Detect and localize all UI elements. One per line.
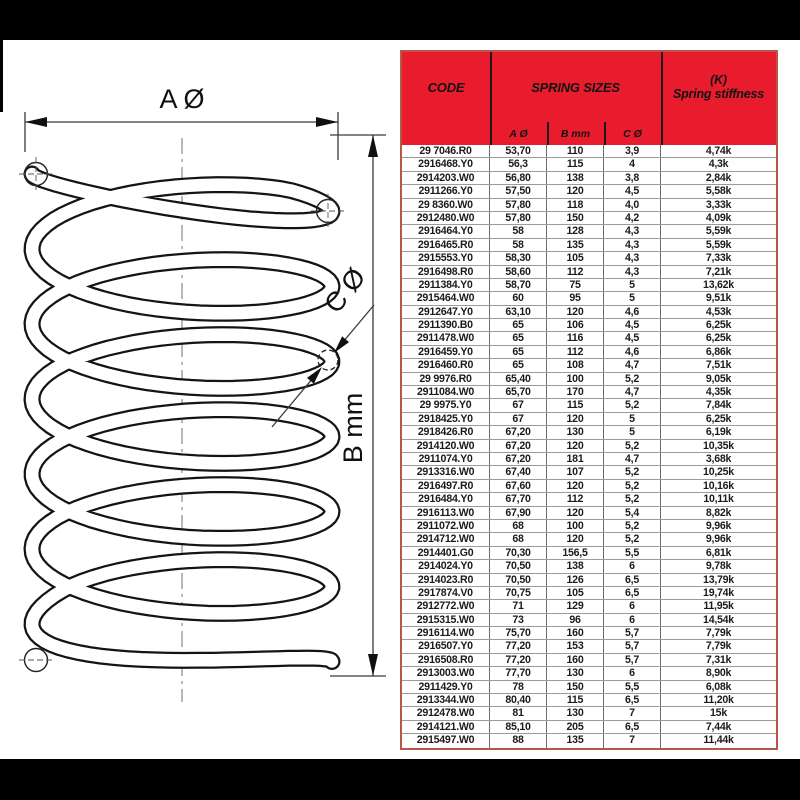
cell-code: 2913003.W0: [402, 667, 490, 679]
table-row: [402, 453, 776, 466]
cell-stiffness: 9,96k: [705, 533, 732, 546]
table-row: [402, 185, 776, 198]
table-row: [402, 640, 776, 653]
table-row: [402, 199, 776, 212]
cell-b-length: 120: [547, 480, 604, 492]
cell-c-diameter: 5,2: [604, 520, 661, 532]
cell-a-diameter: 80,40: [490, 694, 547, 706]
cell-a-diameter: 70,50: [490, 574, 547, 586]
table-row: [402, 386, 776, 399]
cell-code: 2911390.B0: [402, 319, 490, 331]
cell-c-diameter: 4,6: [604, 306, 661, 318]
cell-code: 2916468.Y0: [402, 158, 490, 170]
table-row: [402, 614, 776, 627]
cell-c-diameter: 5,5: [604, 681, 661, 693]
cell-code: 2912478.W0: [402, 707, 490, 719]
cell-code: 2911478.W0: [402, 332, 490, 344]
table-row: [402, 466, 776, 479]
table-row: [402, 560, 776, 573]
cell-stiffness: 6,25k: [705, 412, 732, 425]
dim-a-label: A Ø: [159, 84, 205, 114]
cell-a-diameter: 53,70: [490, 145, 547, 157]
subheader-a: A Ø: [509, 127, 528, 140]
cell-b-length: 112: [547, 346, 604, 358]
cell-code: 29 9976.R0: [402, 373, 490, 385]
cell-a-diameter: 70,50: [490, 560, 547, 572]
cell-a-diameter: 73: [490, 614, 547, 626]
cell-c-diameter: 3,9: [604, 145, 661, 157]
cell-stiffness: 9,51k: [705, 292, 732, 305]
dim-a-arrow-right: [316, 117, 338, 127]
cell-b-length: 138: [547, 172, 604, 184]
cell-b-length: 120: [547, 306, 604, 318]
cell-c-diameter: 5: [604, 413, 661, 425]
cell-c-diameter: 5,7: [604, 627, 661, 639]
cell-c-diameter: 6,5: [604, 574, 661, 586]
cell-c-diameter: 4,3: [604, 239, 661, 251]
cell-c-diameter: 5,7: [604, 640, 661, 652]
cell-c-diameter: 4,0: [604, 199, 661, 211]
cell-a-diameter: 75,70: [490, 627, 547, 639]
cell-code: 2911266.Y0: [402, 185, 490, 197]
table-row: [402, 399, 776, 412]
cell-a-diameter: 85,10: [490, 721, 547, 733]
cell-a-diameter: 70,75: [490, 587, 547, 599]
cell-b-length: 160: [547, 654, 604, 666]
cell-b-length: 106: [547, 319, 604, 331]
cell-a-diameter: 56,80: [490, 172, 547, 184]
cell-b-length: 205: [547, 721, 604, 733]
cell-c-diameter: 3,8: [604, 172, 661, 184]
cell-c-diameter: 7: [604, 707, 661, 719]
cell-stiffness: 6,25k: [705, 319, 732, 332]
cell-code: 2914024.Y0: [402, 560, 490, 572]
table-row: [402, 292, 776, 305]
cell-a-diameter: 56,3: [490, 158, 547, 170]
cell-a-diameter: 65,40: [490, 373, 547, 385]
table-row: [402, 707, 776, 720]
cell-stiffness: 13,62k: [703, 278, 734, 291]
cell-c-diameter: 6,5: [604, 587, 661, 599]
cell-c-diameter: 4,2: [604, 212, 661, 224]
subheader-divider-1: [547, 122, 549, 145]
table-row: [402, 694, 776, 707]
cell-c-diameter: 4,7: [604, 386, 661, 398]
cell-b-length: 156,5: [547, 547, 604, 559]
spring-table: [400, 50, 778, 750]
cell-code: 2916497.R0: [402, 480, 490, 492]
table-row: [402, 359, 776, 372]
cell-code: 2911072.W0: [402, 520, 490, 532]
cell-c-diameter: 4,3: [604, 266, 661, 278]
cell-b-length: 153: [547, 640, 604, 652]
cell-c-diameter: 5,2: [604, 493, 661, 505]
cell-a-diameter: 57,50: [490, 185, 547, 197]
cell-b-length: 112: [547, 493, 604, 505]
cell-b-length: 116: [547, 332, 604, 344]
cell-c-diameter: 5,2: [604, 533, 661, 545]
cell-code: 2916508.R0: [402, 654, 490, 666]
cell-a-diameter: 67,20: [490, 453, 547, 465]
dim-c-label: C Ø: [318, 262, 372, 319]
cell-b-length: 120: [547, 533, 604, 545]
table-row: [402, 172, 776, 185]
cell-b-length: 100: [547, 520, 604, 532]
cell-stiffness: 9,96k: [705, 519, 732, 532]
cell-stiffness: 7,84k: [705, 399, 732, 412]
cell-code: 2913316.W0: [402, 466, 490, 478]
cell-a-diameter: 70,30: [490, 547, 547, 559]
cell-stiffness: 8,90k: [705, 667, 732, 680]
cell-a-diameter: 67,40: [490, 466, 547, 478]
cell-b-length: 75: [547, 279, 604, 291]
cell-b-length: 128: [547, 225, 604, 237]
table-row: [402, 667, 776, 680]
cell-b-length: 112: [547, 266, 604, 278]
cell-stiffness: 7,31k: [705, 653, 732, 666]
table-row: [402, 587, 776, 600]
cell-stiffness: 7,21k: [705, 265, 732, 278]
cell-stiffness: 5,59k: [705, 225, 732, 238]
cell-a-diameter: 77,20: [490, 654, 547, 666]
cell-b-length: 96: [547, 614, 604, 626]
cell-c-diameter: 5,2: [604, 466, 661, 478]
cell-a-diameter: 65: [490, 319, 547, 331]
cell-stiffness: 2,84k: [705, 171, 732, 184]
cell-c-diameter: 6: [604, 667, 661, 679]
cell-b-length: 95: [547, 292, 604, 304]
cell-b-length: 130: [547, 426, 604, 438]
dim-b-arrow-bottom: [368, 654, 378, 676]
table-row: [402, 440, 776, 453]
table-row: [402, 627, 776, 640]
table-row: [402, 279, 776, 292]
cell-b-length: 100: [547, 373, 604, 385]
table-row: [402, 373, 776, 386]
cell-a-diameter: 67,70: [490, 493, 547, 505]
cell-a-diameter: 58: [490, 239, 547, 251]
cell-stiffness: 14,54k: [703, 613, 734, 626]
cell-stiffness: 3,68k: [705, 452, 732, 465]
cell-c-diameter: 4,5: [604, 185, 661, 197]
table-row: [402, 239, 776, 252]
bottom-letterbox-bar: [0, 759, 800, 800]
cell-b-length: 110: [547, 145, 604, 157]
cell-code: 2914401.G0: [402, 547, 490, 559]
cell-b-length: 120: [547, 507, 604, 519]
header-code: CODE: [427, 79, 465, 95]
cell-code: 2916465.R0: [402, 239, 490, 251]
cell-a-diameter: 57,80: [490, 199, 547, 211]
cell-stiffness: 6,81k: [705, 546, 732, 559]
cell-b-length: 115: [547, 158, 604, 170]
cell-b-length: 150: [547, 212, 604, 224]
table-row: [402, 225, 776, 238]
cell-a-diameter: 65,70: [490, 386, 547, 398]
cell-c-diameter: 4,3: [604, 252, 661, 264]
cell-b-length: 170: [547, 386, 604, 398]
table-row: [402, 212, 776, 225]
cell-c-diameter: 5: [604, 426, 661, 438]
cell-stiffness: 11,44k: [703, 734, 734, 747]
table-row: [402, 332, 776, 345]
table-row: [402, 734, 776, 747]
dim-b-label: B mm: [338, 392, 368, 464]
cell-c-diameter: 5: [604, 279, 661, 291]
cell-b-length: 120: [547, 413, 604, 425]
table-row: [402, 306, 776, 319]
cell-code: 29 8360.W0: [402, 199, 490, 211]
cell-stiffness: 7,33k: [705, 252, 732, 265]
cell-c-diameter: 5,5: [604, 547, 661, 559]
cell-code: 2916498.R0: [402, 266, 490, 278]
cell-b-length: 108: [547, 359, 604, 371]
subheader-c: C Ø: [623, 127, 642, 140]
cell-code: 2911384.Y0: [402, 279, 490, 291]
cell-stiffness: 19,74k: [703, 586, 734, 599]
cell-b-length: 160: [547, 627, 604, 639]
cell-stiffness: 4,74k: [705, 145, 732, 157]
cell-a-diameter: 58: [490, 225, 547, 237]
cell-b-length: 115: [547, 694, 604, 706]
cell-code: 2912647.Y0: [402, 306, 490, 318]
cell-b-length: 130: [547, 667, 604, 679]
cell-c-diameter: 5,2: [604, 440, 661, 452]
cell-code: 2915497.W0: [402, 734, 490, 747]
cell-b-length: 118: [547, 199, 604, 211]
cell-stiffness: 11,20k: [703, 694, 734, 707]
cell-code: 29 7046.R0: [402, 145, 490, 157]
cell-a-diameter: 58,70: [490, 279, 547, 291]
cell-c-diameter: 4,7: [604, 453, 661, 465]
cell-code: 2918425.Y0: [402, 413, 490, 425]
cell-a-diameter: 67,60: [490, 480, 547, 492]
cell-code: 2914203.W0: [402, 172, 490, 184]
table-row: [402, 426, 776, 439]
cell-a-diameter: 67: [490, 413, 547, 425]
cell-code: 2912480.W0: [402, 212, 490, 224]
table-row: [402, 507, 776, 520]
cell-a-diameter: 68: [490, 533, 547, 545]
table-row: [402, 547, 776, 560]
cell-c-diameter: 4,3: [604, 225, 661, 237]
cell-stiffness: 3,33k: [705, 198, 732, 211]
cell-a-diameter: 67,90: [490, 507, 547, 519]
cell-b-length: 138: [547, 560, 604, 572]
cell-code: 2914121.W0: [402, 721, 490, 733]
cell-stiffness: 13,79k: [703, 573, 734, 586]
cell-c-diameter: 5,2: [604, 373, 661, 385]
table-row: [402, 158, 776, 171]
table-body: [402, 145, 776, 748]
cell-c-diameter: 4: [604, 158, 661, 170]
cell-stiffness: 6,08k: [705, 680, 732, 693]
cell-code: 2914023.R0: [402, 574, 490, 586]
header-stiffness: [661, 73, 776, 102]
cell-a-diameter: 71: [490, 600, 547, 612]
cell-code: 2917874.V0: [402, 587, 490, 599]
header-divider-2: [661, 52, 663, 145]
cell-stiffness: 4,35k: [705, 386, 732, 399]
cell-stiffness: 11,95k: [703, 600, 734, 613]
cell-stiffness: 7,79k: [705, 627, 732, 640]
cell-code: 2916460.R0: [402, 359, 490, 371]
cell-a-diameter: 81: [490, 707, 547, 719]
table-row: [402, 654, 776, 667]
top-letterbox-bar: [0, 0, 800, 40]
cell-code: 2916464.Y0: [402, 225, 490, 237]
cell-c-diameter: 6: [604, 600, 661, 612]
cell-a-diameter: 67,20: [490, 426, 547, 438]
cell-b-length: 126: [547, 574, 604, 586]
cell-a-diameter: 88: [490, 734, 547, 747]
dim-b-arrow-top: [368, 135, 378, 157]
cell-code: 2916484.Y0: [402, 493, 490, 505]
cell-stiffness: 9,05k: [705, 372, 732, 385]
cell-b-length: 150: [547, 681, 604, 693]
cell-code: 2916114.W0: [402, 627, 490, 639]
cell-stiffness: 10,11k: [703, 493, 734, 506]
cell-code: 2915464.W0: [402, 292, 490, 304]
cell-b-length: 135: [547, 239, 604, 251]
cell-a-diameter: 65: [490, 346, 547, 358]
cell-c-diameter: 5,7: [604, 654, 661, 666]
table-row: [402, 413, 776, 426]
cell-b-length: 120: [547, 185, 604, 197]
cell-a-diameter: 57,80: [490, 212, 547, 224]
subheader-divider-2: [604, 122, 606, 145]
header-stiffness-line1: (K): [710, 72, 727, 87]
cell-code: 2916459.Y0: [402, 346, 490, 358]
cell-b-length: 105: [547, 252, 604, 264]
cell-a-diameter: 60: [490, 292, 547, 304]
cell-a-diameter: 67,20: [490, 440, 547, 452]
cell-a-diameter: 77,70: [490, 667, 547, 679]
cell-code: 2915553.Y0: [402, 252, 490, 264]
cell-a-diameter: 78: [490, 681, 547, 693]
cell-c-diameter: 5,4: [604, 507, 661, 519]
table-row: [402, 252, 776, 265]
header-divider-1: [490, 52, 492, 145]
table-row: [402, 266, 776, 279]
cell-code: 2914712.W0: [402, 533, 490, 545]
table-row: [402, 319, 776, 332]
header-stiffness-line2: Spring stiffness: [672, 87, 765, 101]
spring-diagram: [0, 40, 400, 759]
cell-c-diameter: 6: [604, 614, 661, 626]
cell-b-length: 107: [547, 466, 604, 478]
cell-b-length: 130: [547, 707, 604, 719]
dim-a-arrow-left: [25, 117, 47, 127]
cell-code: 2911074.Y0: [402, 453, 490, 465]
table-row: [402, 493, 776, 506]
cell-stiffness: 15k: [710, 707, 727, 720]
cell-code: 2914120.W0: [402, 440, 490, 452]
cell-code: 2918426.R0: [402, 426, 490, 438]
cell-code: 2915315.W0: [402, 614, 490, 626]
table-row: [402, 721, 776, 734]
table-row: [402, 574, 776, 587]
cell-a-diameter: 58,30: [490, 252, 547, 264]
cell-c-diameter: 7: [604, 734, 661, 747]
cell-stiffness: 4,53k: [705, 305, 732, 318]
cell-stiffness: 6,86k: [705, 345, 732, 358]
cell-b-length: 181: [547, 453, 604, 465]
cell-code: 29 9975.Y0: [402, 399, 490, 411]
cell-c-diameter: 6: [604, 560, 661, 572]
cell-stiffness: 4,09k: [705, 211, 732, 224]
cell-code: 2916507.Y0: [402, 640, 490, 652]
cell-c-diameter: 6,5: [604, 721, 661, 733]
cell-b-length: 135: [547, 734, 604, 747]
cell-a-diameter: 68: [490, 520, 547, 532]
cell-b-length: 115: [547, 399, 604, 411]
cell-code: 2916113.W0: [402, 507, 490, 519]
table-row: [402, 533, 776, 546]
cell-c-diameter: 4,5: [604, 332, 661, 344]
cell-stiffness: 6,19k: [705, 426, 732, 439]
cell-c-diameter: 4,5: [604, 319, 661, 331]
cell-a-diameter: 58,60: [490, 266, 547, 278]
cell-b-length: 120: [547, 440, 604, 452]
cell-stiffness: 7,79k: [705, 640, 732, 653]
cell-code: 2911429.Y0: [402, 681, 490, 693]
cell-a-diameter: 67: [490, 399, 547, 411]
cell-a-diameter: 65: [490, 359, 547, 371]
cell-stiffness: 10,16k: [703, 479, 734, 492]
cell-stiffness: 7,51k: [705, 359, 732, 372]
table-header: [402, 52, 776, 145]
cell-stiffness: 10,35k: [703, 439, 734, 452]
cell-c-diameter: 6,5: [604, 694, 661, 706]
cell-c-diameter: 4,7: [604, 359, 661, 371]
cell-stiffness: 6,25k: [705, 332, 732, 345]
cell-c-diameter: 5,2: [604, 399, 661, 411]
table-row: [402, 346, 776, 359]
header-spring-sizes: SPRING SIZES: [531, 79, 620, 95]
cell-b-length: 129: [547, 600, 604, 612]
table-row: [402, 145, 776, 158]
cell-c-diameter: 5: [604, 292, 661, 304]
cell-c-diameter: 5,2: [604, 480, 661, 492]
cell-code: 2912772.W0: [402, 600, 490, 612]
cell-a-diameter: 63,10: [490, 306, 547, 318]
table-row: [402, 480, 776, 493]
cell-c-diameter: 4,6: [604, 346, 661, 358]
cell-stiffness: 7,44k: [705, 720, 732, 733]
table-row: [402, 681, 776, 694]
cell-a-diameter: 77,20: [490, 640, 547, 652]
cell-stiffness: 5,59k: [705, 238, 732, 251]
table-row: [402, 520, 776, 533]
cell-b-length: 105: [547, 587, 604, 599]
cell-stiffness: 4,3k: [708, 158, 729, 171]
table-row: [402, 600, 776, 613]
cell-stiffness: 5,58k: [705, 185, 732, 198]
cell-code: 2911084.W0: [402, 386, 490, 398]
cell-stiffness: 8,82k: [705, 506, 732, 519]
cell-stiffness: 9,78k: [705, 560, 732, 573]
subheader-b: B mm: [560, 127, 591, 140]
cell-code: 2913344.W0: [402, 694, 490, 706]
cell-a-diameter: 65: [490, 332, 547, 344]
cell-stiffness: 10,25k: [703, 466, 734, 479]
